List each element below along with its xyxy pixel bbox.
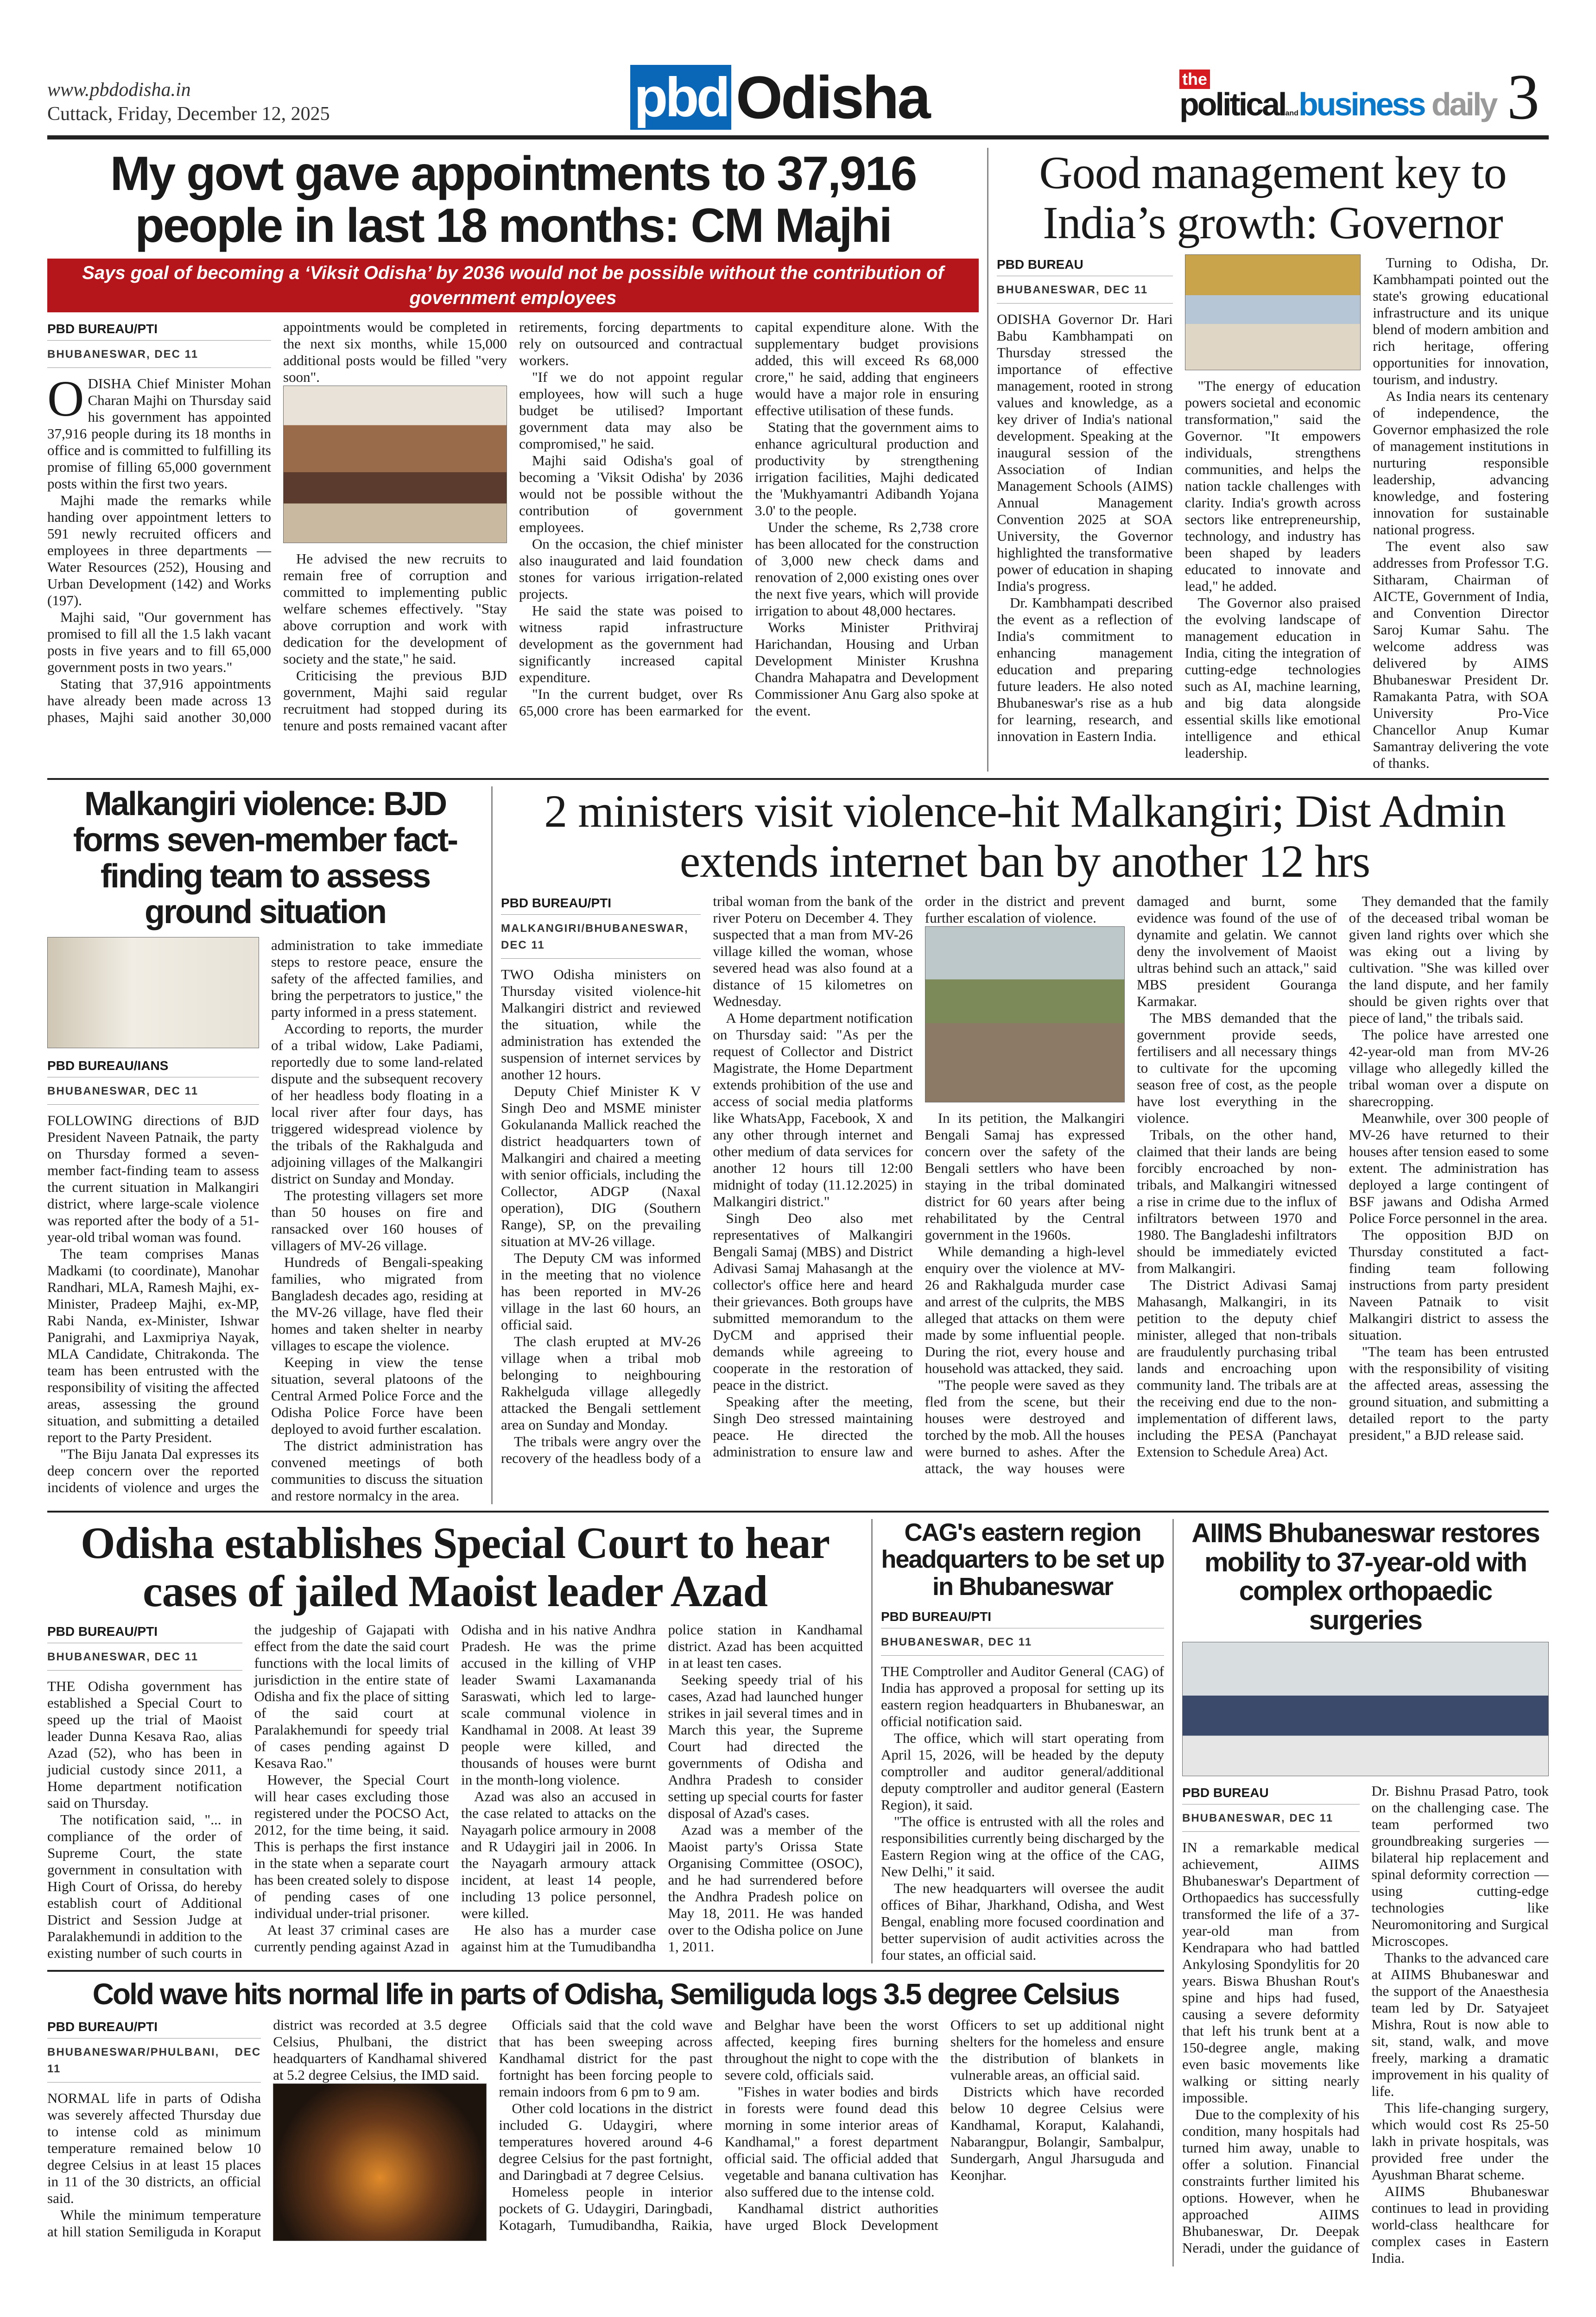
- column-divider: [491, 786, 493, 1504]
- article-paragraph: He also has a murder case against him at the Tumudibandha police station in Kandhamal district. Azad has been acquitted in at least ten cases.: [461, 1621, 863, 1955]
- aiims-headline: AIIMS Bhubaneswar restores mobility to 37-year-old with complex orthopaedic surgeries: [1191, 1518, 1539, 1635]
- bjd-body: [47, 937, 483, 1504]
- byline: [47, 1056, 259, 1105]
- byline: [997, 254, 1173, 304]
- byline-agency: PBD BUREAU: [997, 254, 1173, 276]
- byline: [47, 2017, 261, 2083]
- article-paragraph: THE Comptroller and Auditor General (CAG) of India has approved a proposal for setting up its eastern region headquarters in Bhubaneswar, an official notification said.: [881, 1663, 1164, 1729]
- bjd-story: [47, 786, 483, 1504]
- article-paragraph: IN a remarkable medical achievement, AIIMS Bhubaneswar's Department of Orthopaedics has successfully transformed the life of a 37-year-old man from Kendrapara who had battled Ankylosing Spondylitis for 20 years. Biswa Bhushan Rout's spine and hips had fused, causing a severe deformity that left his trunk bent at a 150-degree angle, making even basic movements like walking or sitting nearly impossible.: [1182, 1839, 1360, 2106]
- article-paragraph: He said the state was poised to witness rapid infrastructure development as the government had significantly increased capital expenditure.: [519, 602, 743, 685]
- naveen-patnaik-photo: [47, 937, 259, 1048]
- column-divider: [871, 1519, 873, 1963]
- byline-agency: PBD BUREAU/PTI: [47, 1621, 242, 1643]
- article-paragraph: "If we do not appoint regular employees, how will such a huge budget be utilised? Important government data may also be compromised," he said.: [519, 368, 743, 452]
- article-paragraph: Azad was a member of the Maoist party's Orissa State Organising Committee (OSOC), and he had surrendered before the Andhra Pradesh police on May 18, 2011. He was handed over to the Odisha police on June 1, 2011.: [668, 1822, 863, 1955]
- article-paragraph: According to reports, the murder of a tribal widow, Lake Padiami, reportedly due to some land-related dispute and the subsequent recovery of her headless body floating in a local river after four days, has triggered widespread violence by the tribals of the Rakhalguda and adjoining villages of the Malkangiri district on Sunday and Monday.: [271, 1020, 483, 1187]
- ministers-body: [501, 893, 1549, 1477]
- article-paragraph: The police have arrested one 42-year-old man from MV-26 village who allegedly killed the tribal woman over a dispute on sharecropping.: [1349, 1026, 1549, 1109]
- court-headline: Odisha establishes Special Court to hear cases of jailed Maoist leader Azad: [80, 1518, 830, 1616]
- aiims-story: [1182, 1519, 1549, 2266]
- lead-deck: Says goal of becoming a ‘Viksit Odisha’ by 2036 would not be possible without the contribution of government employees: [47, 259, 979, 312]
- article-paragraph: The Governor also praised the evolving landscape of management education in India, citing the integration of cutting-edge technologies such as AI, machine learning, and big data alongside essential skills like emotional intelligence and ethical leadership.: [1184, 595, 1361, 761]
- bonfire-photo: [273, 2083, 487, 2241]
- coldwave-story: [47, 1978, 1164, 2241]
- aiims-body: [1182, 1783, 1549, 2266]
- logo-the: the: [1179, 70, 1210, 89]
- article-paragraph: The Deputy CM was informed in the meeting that no violence has been reported in MV-26 village in the last 60 hours, an official said.: [501, 1250, 701, 1333]
- article-paragraph: Hundreds of Bengali-speaking families, who migrated from Bangladesh decades ago, residing at the MV-26 village, have fled their homes and taken shelter in nearby villages to escape the violence.: [271, 1254, 483, 1354]
- logo-business: business: [1298, 86, 1425, 122]
- ministers-headline: 2 ministers visit violence-hit Malkangiri; Dist Admin extends internet ban by another 12 hrs: [544, 785, 1506, 887]
- article-paragraph: Officials said that the cold wave that has been sweeping across Kandhamal district for the past fortnight has been forcing people to remain indoors from 6 pm to 9 am.: [499, 2017, 713, 2100]
- article-paragraph: In its petition, the Malkangiri Bengali Samaj has expressed concern over the safety of the Bengali settlers who have been staying in the tribal dominated district for 60 years after being rehabilitated by the Central government in the 1960s.: [925, 1110, 1125, 1243]
- article-paragraph: The team comprises Manas Madkami (to coordinate), Manohar Randhari, MLA, Ramesh Majhi, ex-Minister, Pradeep Majhi, ex-MP, Rabi Nanda, ex-Minister, Ishwar Panigrahi, and Laxmipriya Nayak, MLA Candidate, Chitrakonda. The team has been entrusted with the responsibility of visiting the affected areas, assessing the ground situation, and submitting a detailed report to the Party President.: [47, 1246, 259, 1445]
- article-paragraph: Thanks to the advanced care at AIIMS Bhubaneswar and the support of the Anaesthesia team led by Dr. Satyajeet Mishra, Rout is now able to sit, stand, walk, and move freely, marking a dramatic improvement in his quality of life.: [1371, 1949, 1549, 2099]
- byline-dateline: BHUBANESWAR, DEC 11: [47, 1085, 199, 1097]
- political-business-daily-logo: [1179, 70, 1495, 130]
- article-paragraph: Due to the complexity of his condition, many hospitals had turned him away, unable to offer a solution. Financial constraints further limited his options. However, when he approached AIIMS Bhubaneswar, Dr. Deepak Neradi, under the guidance of Dr. Bishnu Prasad Patro, took on the challenging case. The team performed two groundbreaking surgeries — bilateral hip replacement and spinal deformity correction — using cutting-edge technologies like Neuromonitoring and Surgical Microscopes.: [1182, 1782, 1549, 2256]
- byline-agency: PBD BUREAU/IANS: [47, 1056, 259, 1077]
- article-paragraph: As India nears its centenary of independence, the Governor emphasized the role of management institutions in nurturing responsible leadership, advancing knowledge, and fostering innovation for sustainable national progress.: [1373, 388, 1549, 538]
- article-paragraph: Turning to Odisha, Dr. Kambhampati pointed out the state's growing educational infrastructure and its unique blend of modern ambition and rich heritage, offering opportunities for innovation, tourism, and industry.: [1373, 254, 1549, 387]
- article-paragraph: The district administration has convened meetings of both communities to discuss the situation and restore normalcy in the area.: [271, 1437, 483, 1504]
- article-paragraph: ODISHA Governor Dr. Hari Babu Kambhampati on Thursday stressed the importance of effective management, rooted in strong values and knowledge, as a key driver of India's national development. Speaking at the inaugural session of the Association of Indian Management Schools (AIMS) Annual Management Convention 2025 at SOA University, the Governor highlighted the transformative power of education in shaping India's progress.: [997, 311, 1173, 594]
- article-paragraph: While demanding a high-level enquiry over the violence at MV-26 and Rakhalguda murder case and arrest of the culprits, the MBS alleged that attacks on them were made by some influential people. During the riot, every house and household was attacked, they said.: [925, 1243, 1125, 1376]
- cag-headline: CAG's eastern region headquarters to be set up in Bhubaneswar: [881, 1519, 1164, 1601]
- article-paragraph: He advised the new recruits to remain free of corruption and committed to implementing public welfare schemes effectively. "Stay above corruption and work with dedication for the development of society and the state," he said.: [283, 550, 507, 667]
- appointment-ceremony-photo: [283, 386, 507, 543]
- court-body: [47, 1621, 863, 1962]
- top-row: [47, 148, 1549, 772]
- article-paragraph: The office, which will start operating from April 15, 2026, will be headed by the deputy comptroller and auditor general/additional deputy comptroller and auditor general (Eastern Region), it said.: [881, 1729, 1164, 1813]
- article-paragraph: The event also saw addresses from Professor T.G. Sitharam, Chairman of AICTE, Government of India, and Convention Director Saroj Kumar Sahu. The welcome address was delivered by AIMS Bhubaneswar President Dr. Ramakanta Patra, with SOA University Pro-Vice Chancellor Anup Kumar Samantray delivering the vote of thanks.: [1373, 538, 1549, 771]
- article-paragraph: THE Odisha government has established a Special Court to speed up the trial of Maoist leader Dunna Kesava Rao, alias Azad (52), who has been in judicial custody since 2011, a Home department notification said on Thursday.: [47, 1678, 242, 1811]
- byline-dateline: BHUBANESWAR, DEC 11: [997, 284, 1148, 296]
- article-paragraph: Other cold locations in the district included G. Udaygiri, where temperatures hovered around 4-6 degree Celsius for the past fortnight, and Daringbadi at 7 degree Celsius.: [499, 2100, 713, 2184]
- logo-odisha: Odisha: [735, 63, 929, 131]
- article-paragraph: While the minimum temperature at hill station Semiliguda in Koraput district was recorded at 3.5 degree Celsius, Phulbani, the district headquarters of Kandhamal shivered at 5.2 degree Celsius, the IMD said.: [47, 2017, 487, 2240]
- court-cag-row: [47, 1519, 1164, 1963]
- article-paragraph: Stating that 37,916 appointments have already been made across 13 phases, Majhi said another 30,000 appointments would be completed in the next six months, while 15,000 additional posts would be filled "very soon".: [47, 318, 507, 725]
- article-paragraph: Dr. Kambhampati described the event as a reflection of India's commitment to enhancing management education and preparing future leaders. He also noted Bhubaneswar's rise as a hub for learning, research, and innovation in Eastern India.: [997, 595, 1173, 744]
- byline-dateline: BHUBANESWAR, DEC 11: [1182, 1811, 1334, 1824]
- byline-agency: PBD BUREAU/PTI: [47, 319, 271, 341]
- article-paragraph: On the occasion, the chief minister also inaugurated and laid foundation stones for various irrigation-related projects.: [519, 535, 743, 602]
- bottom-row: [47, 1519, 1549, 2266]
- byline-agency: PBD BUREAU/PTI: [47, 2017, 261, 2038]
- article-paragraph: Kandhamal district authorities have urged Block Development Officers to set up additional night shelters for the homeless and ensure the distribution of blankets in vulnerable areas, an official said.: [724, 2017, 1164, 2234]
- governor-story: [997, 148, 1549, 772]
- article-paragraph: AIIMS Bhubaneswar continues to lead in providing world-class healthcare for complex cases in Eastern India.: [1371, 2183, 1549, 2266]
- masthead: [47, 0, 1549, 135]
- aiims-doctors-photo: [1182, 1642, 1549, 1776]
- column-divider: [1172, 1519, 1174, 2266]
- pbd-odisha-logo: [630, 65, 929, 130]
- article-paragraph: Majhi said, "Our government has promised to fill all the 1.5 lakh vacant posts in five years and to fill 65,000 government posts in two years.": [47, 608, 271, 675]
- article-paragraph: Azad was also an accused in the case related to attacks on the Nayagarh police armoury in 2008 and R Udaygiri jail in 2006. In the Nayagarh armoury attack incident, at least 14 people, including 13 police personnel, were killed.: [461, 1788, 656, 1922]
- governor-headline: Good management key to India’s growth: Governor: [1039, 147, 1507, 248]
- article-paragraph: A Home department notification on Thursday said: "As per the request of Collector and District Magistrate, the Home Department extends prohibition of the use and access of social media platforms like WhatsApp, Facebook, X and any other through internet and other medium of data services for another 12 hours till 12:00 midnight of today (11.12.2025) in Malkangiri district.": [713, 1010, 913, 1209]
- masthead-rule: [47, 135, 1549, 139]
- edition-date: Cuttack, Friday, December 12, 2025: [47, 103, 330, 125]
- governor-event-photo: [1185, 254, 1361, 370]
- byline-dateline: BHUBANESWAR/PHULBANI, DEC 11: [47, 2046, 261, 2076]
- ministers-story: [501, 786, 1549, 1504]
- byline: [47, 1621, 242, 1671]
- logo-political: political: [1179, 86, 1286, 122]
- article-paragraph: The new headquarters will oversee the audit offices of Bihar, Jharkhand, Odisha, and West Bengal, enabling more focused coordination and better supervision of audit activities across the four states, an official said.: [881, 1880, 1164, 1963]
- byline-agency: PBD BUREAU/PTI: [881, 1607, 1164, 1628]
- coldwave-headline: Cold wave hits normal life in parts of Odisha, Semiliguda logs 3.5 degree Celsius: [92, 1977, 1119, 2011]
- article-paragraph: The clash erupted at MV-26 village when a tribal mob belonging to neighbouring Rakhelguda village allegedly attacked the Bengali settlement area on Sunday and Monday.: [501, 1333, 701, 1433]
- court-story: [47, 1519, 863, 1963]
- byline: [1182, 1783, 1360, 1832]
- article-paragraph: "The Biju Janata Dal expresses its deep concern over the reported incidents of violence and urges the administration to take immediate steps to restore peace, ensure the safety of the affected families, and bring the perpetrators to justice," the party informed in a press statement.: [47, 937, 483, 1495]
- bottom-left-block: [47, 1519, 1164, 2266]
- article-paragraph: "The office is entrusted with all the roles and responsibilities currently being discharged by the Eastern Region wing at the office of the CAG, New Delhi," it said.: [881, 1813, 1164, 1880]
- article-paragraph: The MBS demanded that the government provide seeds, fertilisers and all necessary things to cultivate for the upcoming season free of cost, as the people have lost everything in the violence.: [1137, 1010, 1337, 1126]
- article-paragraph: "In the current budget, over Rs 65,000 crore has been earmarked for capital expenditure alone. With the supplementary budget provisions added, this will exceed Rs 68,000 crore," he said, adding that engineers would have a major role in ensuring effective utilisation of these funds.: [519, 318, 979, 719]
- article-paragraph: ODISHA Chief Minister Mohan Charan Majhi on Thursday said his government has appointed 37,916 people during its 18 months in office and is committed to fulfilling its promise of filling 65,000 government posts within the first two years.: [47, 370, 271, 492]
- lead-story: [47, 148, 979, 772]
- article-paragraph: Criticising the previous BJD government, Majhi said regular recruitment had stopped during its tenure and posts remained vacant after retirements, forcing departments to rely on outsourced and contractual workers.: [283, 318, 743, 734]
- article-paragraph: The protesting villagers set more than 50 houses on fire and ransacked over 160 houses of villagers of MV-26 village.: [271, 1187, 483, 1253]
- section-rule: [47, 1970, 1164, 1972]
- article-paragraph: Seeking speedy trial of his cases, Azad had launched hunger strikes in jail several times and in March this year, the Supreme Court had directed the governments of Odisha and Andhra Pradesh to consider setting up special courts for faster disposal of Azad's cases.: [668, 1671, 863, 1822]
- coldwave-body: [47, 2017, 1164, 2241]
- article-paragraph: Meanwhile, over 300 people of MV-26 have returned to their houses after tension eased to some extent. The administration has deployed a large contingent of BSF jawans and Odisha Armed Police Force personnel in the area.: [1349, 1110, 1549, 1226]
- bjd-headline: Malkangiri violence: BJD forms seven-member fact-finding team to assess ground situation: [73, 785, 457, 931]
- article-paragraph: Under the scheme, Rs 2,738 crore has been allocated for the construction of 3,000 new check dams and renovation of 2,000 existing ones over the next five years, which will provide irrigation to about 48,000 hectares.: [755, 519, 979, 619]
- article-paragraph: NORMAL life in parts of Odisha was severely affected Thursday due to intense cold as minimum temperature remained below 10 degree Celsius in at least 15 places in 11 of the 30 districts, an official said.: [47, 2090, 261, 2207]
- article-paragraph: However, the Special Court will hear cases excluding those registered under the POCSO Act, 2012, for the time being, it said. This is perhaps the first instance in the state when a separate court has been created solely to dispose of pending cases of one individual under-trial prisoner.: [254, 1772, 449, 1922]
- article-paragraph: "The energy of education powers societal and economic transformation," said the Governor. "It empowers individuals, strengthens communities, and helps the nation tackle challenges with clarity. India's growth across sectors like entrepreneurship, technology, and industry has been shaped by leaders educated to innovate and lead," he added.: [1184, 378, 1361, 594]
- article-paragraph: The tribals were angry over the recovery of the headless body of a tribal woman from the bank of the river Poteru on December 4. They suspected that a man from MV-26 village killed the woman, whose severed head was also found at a distance of 15 kilometres on Wednesday.: [501, 893, 913, 1466]
- section-rule: [47, 1511, 1549, 1513]
- article-paragraph: Keeping in view the tense situation, several platoons of the Central Armed Police Force and the Odisha Police Force have been deployed to avoid further escalation.: [271, 1354, 483, 1437]
- article-paragraph: "The people were saved as they fled from the scene, but their houses were destroyed and torched by the mob. All the houses were burned to ashes. After the attack, the way houses were damaged and burnt, some evidence was found of the use of dynamite and gelatin. We cannot deny the involvement of Maoist ultras behind such an attack," said MBS president Gouranga Karmakar.: [925, 893, 1337, 1476]
- article-paragraph: Tribals, on the other hand, claimed that their lands are being forcibly encroached by non-tribals, and Malkangiri witnessed a rise in crime due to the influx of infiltrators between 1970 and 1980. The Bangladeshi infiltrators should be immediately evicted from Malkangiri.: [1137, 1127, 1337, 1276]
- byline-dateline: MALKANGIRI/BHUBANESWAR, DEC 11: [501, 922, 689, 951]
- governor-body: [997, 254, 1549, 772]
- article-paragraph: Singh Deo also met representatives of Malkangiri Bengali Samaj (MBS) and District Adivasi Samaj Mahasangh at the collector's office here and heard their grievances. Both groups have submitted memorandum to the DyCM and apprised their demands while agreeing to cooperate in the restoration of peace in the district.: [713, 1210, 913, 1393]
- column-divider: [987, 148, 988, 772]
- byline-dateline: BHUBANESWAR, DEC 11: [881, 1635, 1032, 1648]
- logo-wordmark: [1179, 86, 1496, 123]
- article-paragraph: "The team has been entrusted with the responsibility of visiting the affected areas, assessing the ground situation, and submitting a detailed report to the party president," a BJD release said.: [1349, 1343, 1549, 1443]
- article-paragraph: The District Adivasi Samaj Mahasangh, Malkangiri, in its petition to the deputy chief minister, alleged that non-tribals are fraudulently purchasing tribal lands and encroaching upon community land. The tribals are at the receiving end due to the non-implementation of different laws, including the PESA (Panchayat Extension to Schedule Area) Act.: [1137, 1277, 1337, 1460]
- byline-agency: PBD BUREAU/PTI: [501, 893, 701, 915]
- byline: [47, 319, 271, 368]
- byline: [501, 893, 701, 959]
- article-paragraph: "Fishes in water bodies and birds in forests were found dead this morning in some interior areas of Kandhamal," a forest department official said. The official added that vegetable and banana cultivation has also suffered due to the intense cold.: [724, 2083, 938, 2200]
- page-number: 3: [1507, 61, 1539, 133]
- article-paragraph: Majhi said Odisha's goal of becoming a 'Viksit Odisha' by 2036 would not be possible without the contribution of government employees.: [519, 452, 743, 535]
- malkangiri-police-photo: [925, 926, 1125, 1102]
- website-url[interactable]: www.pbdodisha.in: [47, 79, 191, 101]
- article-paragraph: Districts which have recorded below 10 degree Celsius were Kandhamal, Koraput, Kalahandi, Nabarangpur, Bolangir, Sambalpur, Sundergarh, Angul Jharsuguda and Keonjhar.: [950, 2083, 1164, 2184]
- article-paragraph: The opposition BJD on Thursday constituted a fact-finding team following instructions from party president Naveen Patnaik to visit Malkangiri district to assess the situation.: [1349, 1227, 1549, 1343]
- article-paragraph: Homeless people in interior pockets of G. Udaygiri, Daringbadi, Kotagarh, Tumudibandha, Raikia, and Belghar have been the worst affected, keeping fires burning throughout the night to cope with the severe cold, officials said.: [499, 2017, 938, 2234]
- section-rule: [47, 778, 1549, 780]
- cag-body: [881, 1607, 1164, 1963]
- article-paragraph: Speaking after the meeting, Singh Deo stressed maintaining peace. He directed the administration to ensure law and order in the district and prevent further escalation of violence.: [713, 893, 1125, 1460]
- middle-row: [47, 786, 1549, 1504]
- article-paragraph: At least 37 criminal cases are currently pending against Azad in Odisha and in his native Andhra Pradesh. He was the prime accused in the killing of VHP leader Swami Laxamananda Saraswati, which led to large-scale communal violence in Kandhamal in 2008. At least 39 people were killed, and thousands of houses were burnt in the month-long violence.: [254, 1621, 656, 1955]
- article-paragraph: TWO Odisha ministers on Thursday visited violence-hit Malkangiri district and reviewed the situation, while the administration has extended the suspension of internet services by another 12 hours.: [501, 966, 701, 1083]
- article-paragraph: Majhi made the remarks while handing over appointment letters to 591 newly recruited officers and employees in three departments — Water Resources (252), Housing and Urban Development (142) and Works (197).: [47, 492, 271, 608]
- lead-body: [47, 319, 979, 734]
- byline-agency: PBD BUREAU: [1182, 1783, 1360, 1804]
- logo-pbd: pbd: [630, 65, 731, 130]
- logo-daily: daily: [1431, 86, 1496, 122]
- byline-dateline: BHUBANESWAR, DEC 11: [47, 1651, 199, 1664]
- article-paragraph: This life-changing surgery, which would cost Rs 25-50 lakh in private hospitals, was provided free under the Ayushman Bharat scheme.: [1371, 2099, 1549, 2183]
- lead-headline: My govt gave appointments to 37,916 people in last 18 months: CM Majhi: [110, 147, 916, 253]
- article-paragraph: Deputy Chief Minister K V Singh Deo and MSME minister Gokulananda Mallick reached the district headquarters town of Malkangiri and chaired a meeting with senior officials, including the Collector, ADGP (Naxal operation), DIG (Southern Range), SP, on the prevailing situation at MV-26 village.: [501, 1083, 701, 1249]
- article-paragraph: Works Minister Prithviraj Harichandan, Housing and Urban Development Minister Krushna Chandra Mahapatra and Development Commissioner Anu Garg also spoke at the event.: [755, 619, 979, 719]
- article-paragraph: The notification said, "... in compliance of the order of Supreme Court, the state government in consultation with High Court of Orissa, do hereby establish court of Additional District and Session Judge at Paralakhemundi in addition to the existing number of such courts in the judgeship of Gajapati with effect from the date the said court functions with the local limits of jurisdiction in the entire state of Odisha and fix the place of sitting of the said court at Paralakhemundi for speedy trial of cases pending against D Kesava Rao.": [47, 1621, 449, 1962]
- cag-story: [881, 1519, 1164, 1963]
- byline-dateline: BHUBANESWAR, DEC 11: [47, 348, 199, 361]
- logo-and: and: [1285, 109, 1298, 117]
- article-paragraph: Stating that the government aims to enhance agricultural production and productivity by strengthening irrigation facilities, Majhi dedicated the 'Mukhyamantri Adibandh Yojana 3.0' to the people.: [755, 418, 979, 519]
- article-paragraph: They demanded that the family of the deceased tribal woman be given land rights over which she was eking out a living by cultivation. "She was killed over the land dispute, and her family should be given rights over that piece of land," the tribals said.: [1349, 893, 1549, 1026]
- article-paragraph: FOLLOWING directions of BJD President Naveen Patnaik, the party on Thursday formed a seven-member fact-finding team to assess the current situation in Malkangiri district, where large-scale violence was reported after the body of a 51-year-old tribal woman was found.: [47, 1112, 259, 1245]
- byline: [881, 1607, 1164, 1656]
